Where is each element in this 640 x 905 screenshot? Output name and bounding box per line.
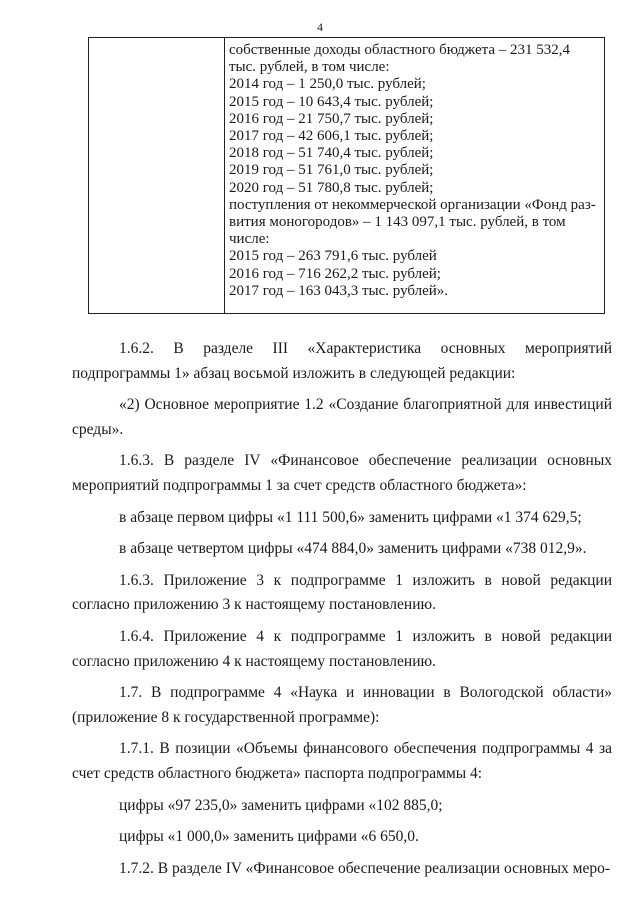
table-right-cell: [225, 38, 604, 313]
table-line: 2018 год – 51 740,4 тыс. рублей;: [229, 145, 434, 162]
table-line: 2016 год – 716 262,2 тыс. рублей;: [229, 265, 441, 282]
document-body: [72, 337, 612, 888]
table-left-cell: [89, 38, 225, 313]
table-line: 2019 год – 51 761,0 тыс. рублей;: [229, 162, 434, 179]
table-line: 2016 год – 21 750,7 тыс. рублей;: [229, 110, 434, 127]
funding-table: [88, 37, 605, 314]
table-line: 2015 год – 10 643,4 тыс. рублей;: [229, 93, 434, 110]
paragraph-appendix-3: 1.6.3. Приложение 3 к подпрограмме 1 изложить в новой редакции согласно приложению 3 к настоящему постановлению.: [72, 571, 612, 614]
table-line: поступления от некоммерческой организации «Фонд раз-: [229, 196, 596, 213]
table-line: тыс. рублей, в том числе:: [229, 59, 390, 76]
table-line: 2017 год – 42 606,1 тыс. рублей;: [229, 128, 434, 145]
paragraph-figures-2: цифры «1 000,0» заменить цифрами «6 650,0.: [119, 828, 419, 846]
table-line: вития моногородов» – 1 143 097,1 тыс. рублей, в том: [229, 214, 566, 231]
paragraph-1-7: 1.7. В подпрограмме 4 «Наука и инновации в Вологодской области» (приложение 8 к государственной программе):: [72, 684, 612, 726]
table-line: 2015 год – 263 791,6 тыс. рублей: [229, 248, 437, 265]
paragraph-1-6-3: 1.6.3. В разделе IV «Финансовое обеспечение реализации основных мероприятий подпрограммы 1 за счет средств областного бюджета»:: [72, 452, 612, 494]
paragraph-figures-1: цифры «97 235,0» заменить цифрами «102 885,0;: [119, 796, 443, 814]
table-line: собственные доходы областного бюджета – 231 532,4: [229, 42, 571, 58]
paragraph-main-activity: «2) Основное мероприятие 1.2 «Создание благоприятной для инвестиций среды».: [72, 396, 612, 438]
paragraph-fourth-abzac: в абзаце четвертом цифры «474 884,0» заменить цифрами «738 012,9».: [119, 540, 587, 558]
table-line: числе:: [229, 231, 270, 248]
paragraph-first-abzac: в абзаце первом цифры «1 111 500,6» заменить цифрами «1 374 629,5;: [119, 508, 582, 526]
paragraph-1-7-1: 1.7.1. В позиции «Объемы финансового обеспечения подпрограммы 4 за счет средств областного бюджета» паспорта подпрограммы 4:: [72, 740, 612, 782]
paragraph-1-7-2: 1.7.2. В разделе IV «Финансовое обеспечение реализации основных меро-: [119, 859, 611, 877]
table-line: 2014 год – 1 250,0 тыс. рублей;: [229, 76, 426, 93]
paragraph-appendix-4: 1.6.4. Приложение 4 к подпрограмме 1 изложить в новой редакции согласно приложению 4 к настоящему постановлению.: [72, 627, 612, 670]
paragraph-1-6-2: 1.6.2. В разделе III «Характеристика основных мероприятий подпрограммы 1» абзац восьмой изложить в следующей редакции:: [72, 340, 612, 382]
table-line: 2020 год – 51 780,8 тыс. рублей;: [229, 179, 434, 196]
table-line: 2017 год – 163 043,3 тыс. рублей».: [229, 282, 449, 299]
page-number: 4: [317, 20, 323, 34]
